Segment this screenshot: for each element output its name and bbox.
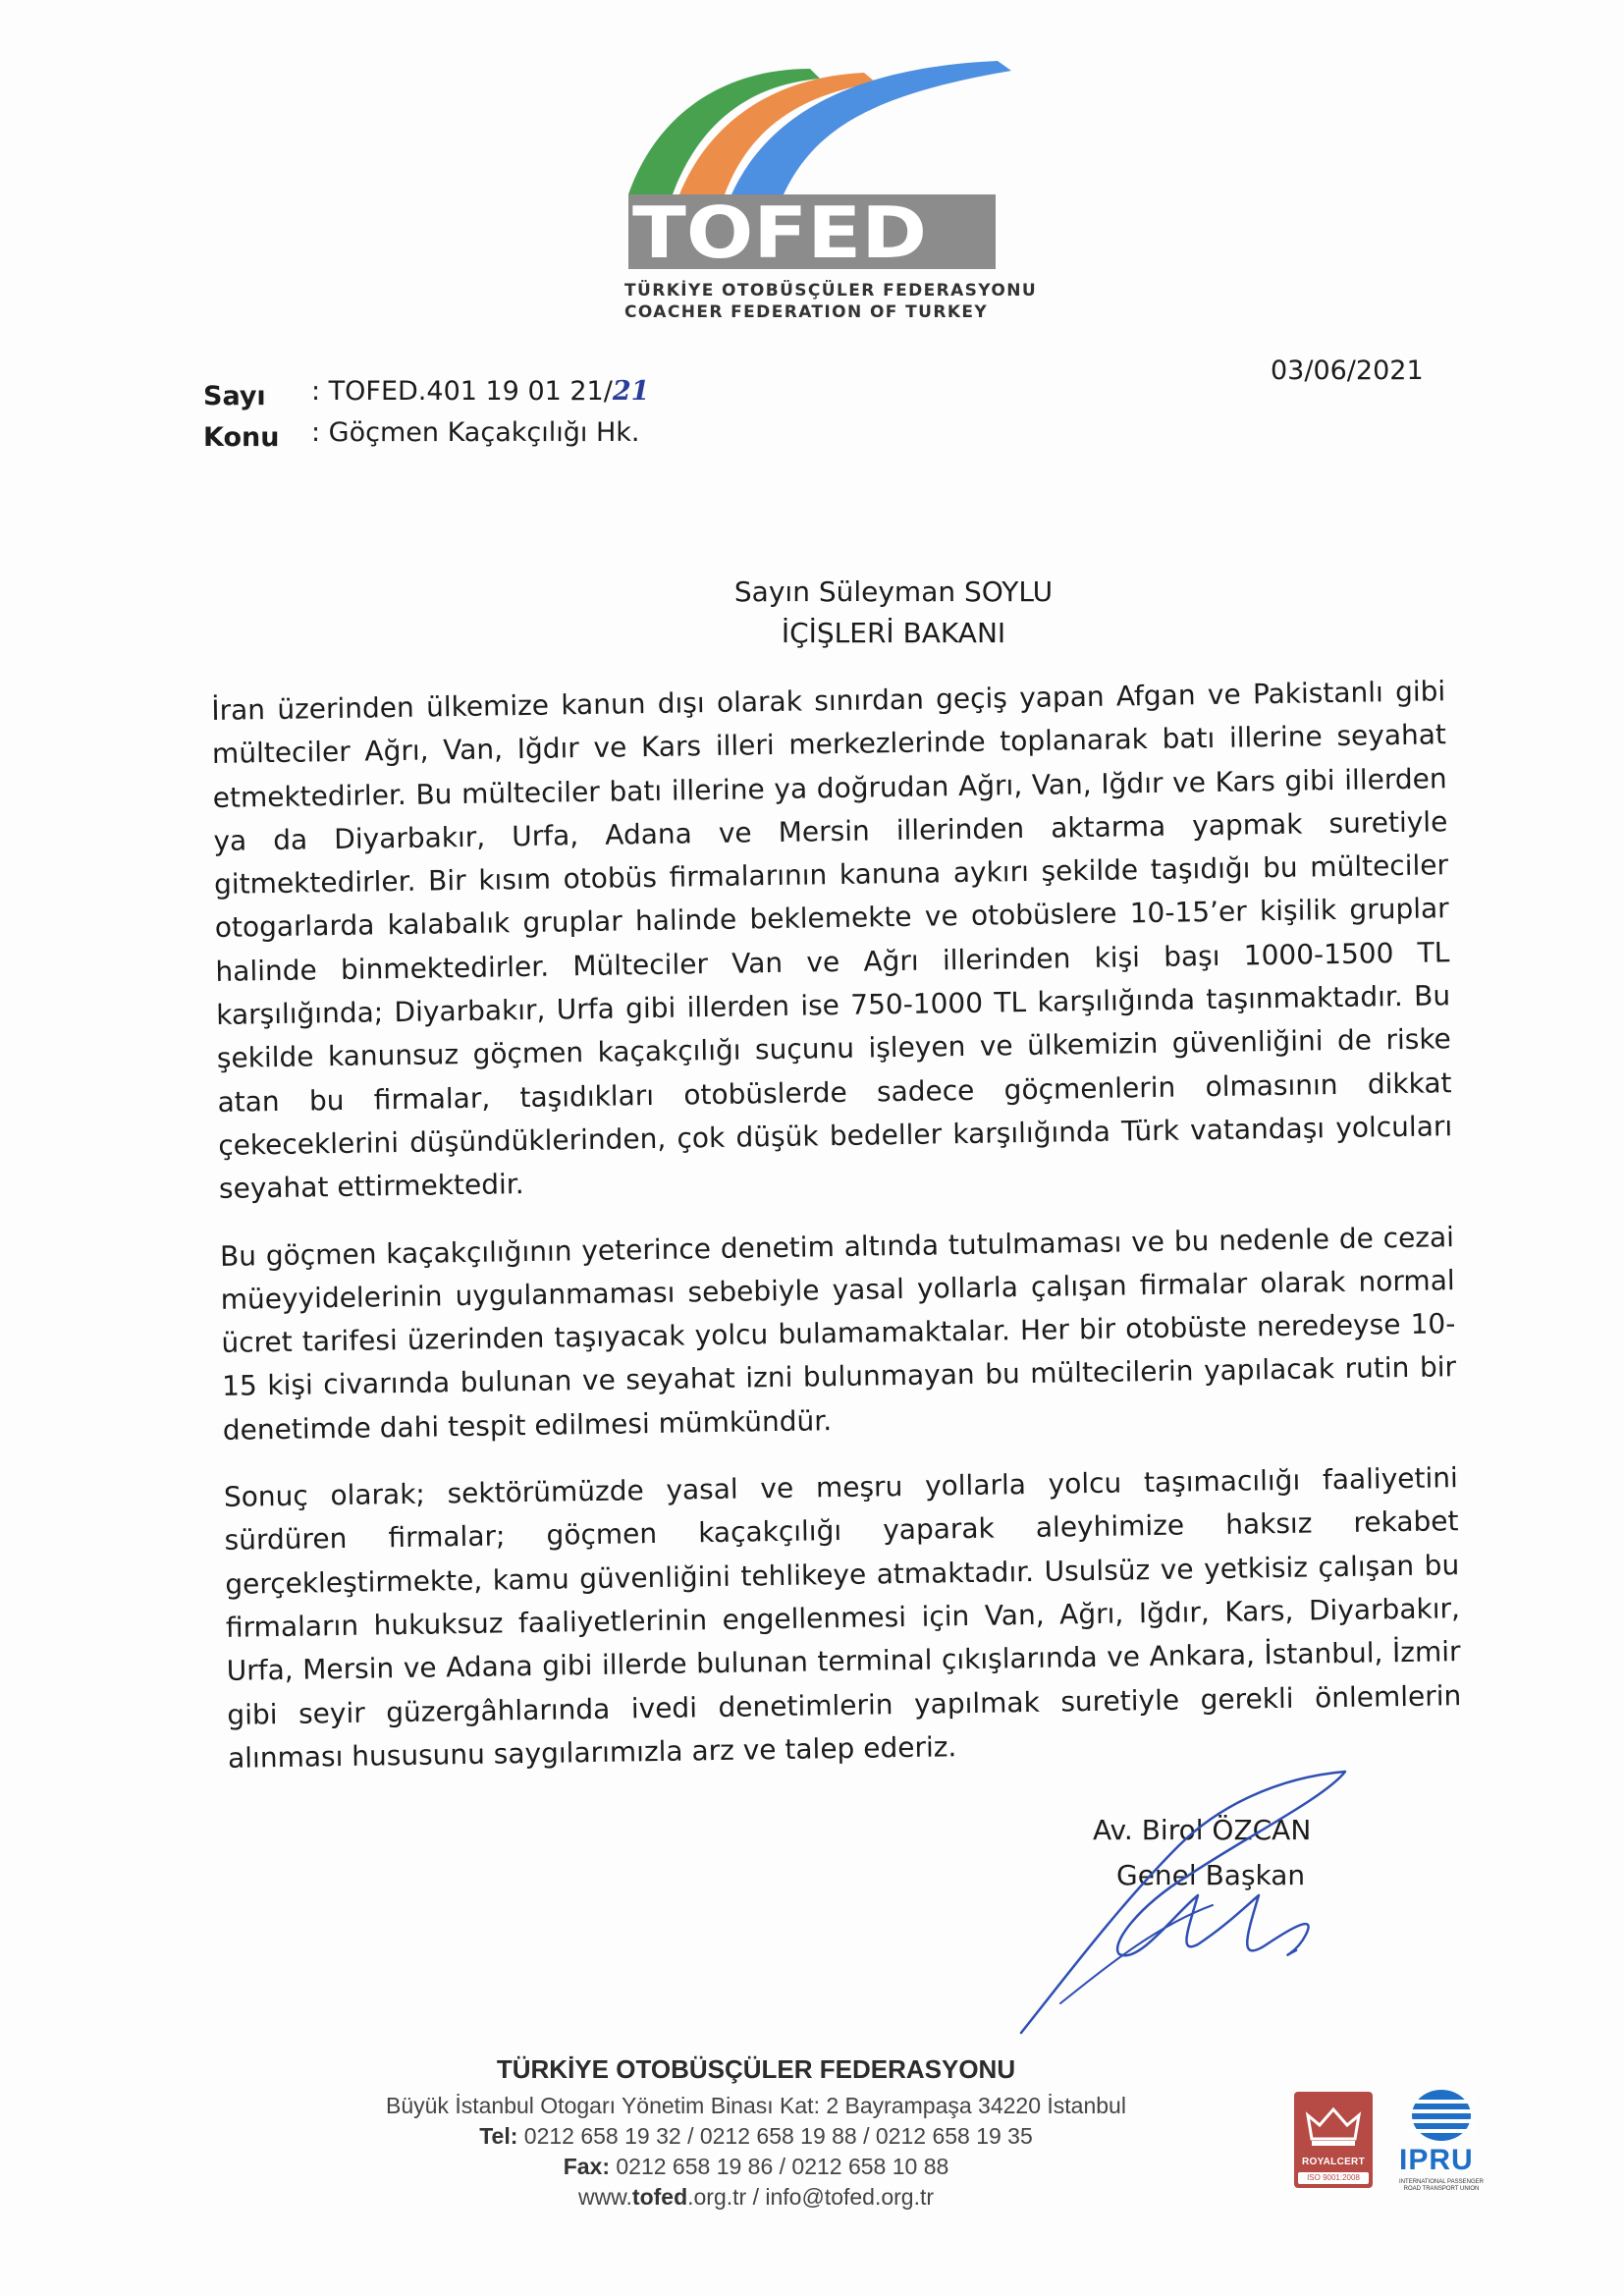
sayi-number: : TOFED.401 19 01 21/ — [311, 376, 613, 407]
signatory-title: Genel Başkan — [1116, 1859, 1306, 1891]
handwritten-signature — [1001, 1758, 1365, 2043]
ipru-subtitle: INTERNATIONAL PASSENGER ROAD TRANSPORT UNION — [1399, 2179, 1484, 2192]
footer-web — [275, 2184, 1237, 2211]
letterhead-name-en: COACHER FEDERATION OF TURKEY — [624, 302, 989, 322]
konu-value: : Göçmen Kaçakçılığı Hk. — [311, 417, 640, 448]
footer-fax-numbers: 0212 658 19 86 / 0212 658 10 88 — [616, 2154, 949, 2179]
body-paragraph-2: Bu göçmen kaçakçılığının yeterince denetim altında tutulmaması ve bu nedenle de cezai müeyyidelerinin uygulanmaması sebebiyle yasal yollarla çalışan firmalar olarak normal ücret tarifesi üzerinden taşıyacak yolcu bulamamaktalar. Her bir otobüste neredeyse 10-15 kişi civarında bulunan ve seyahat izni bulunmayan bu mültecilerin yapılacak rutin bir denetimde dahi tespit edilmesi mümkündür. — [219, 1220, 1457, 1447]
signatory-name: Av. Birol ÖZCAN — [1093, 1814, 1312, 1846]
addressee-name: Sayın Süleyman SOYLU — [733, 575, 1054, 608]
konu-label: Konu — [203, 422, 280, 453]
footer-org-name: TÜRKİYE OTOBÜSÇÜLER FEDERASYONU — [496, 2054, 1016, 2084]
footer-tel-numbers: 0212 658 19 32 / 0212 658 19 88 / 0212 658 19 35 — [523, 2123, 1033, 2149]
footer-fax — [275, 2154, 1237, 2180]
royalcert-badge — [1294, 2092, 1373, 2188]
footer-tel — [275, 2123, 1237, 2150]
letter-body — [211, 670, 1463, 1804]
footer-web-suffix: .org.tr / info@tofed.org.tr — [687, 2184, 935, 2210]
sayi-value — [311, 376, 649, 407]
addressee-title: İÇİŞLERİ BAKANI — [781, 617, 1006, 649]
royalcert-iso: ISO 9001:2008 — [1298, 2172, 1369, 2184]
crown-icon — [1294, 2096, 1373, 2155]
sayi-label: Sayı — [203, 381, 266, 411]
footer-web-prefix: www. — [577, 2184, 632, 2210]
globe-icon — [1402, 2086, 1481, 2145]
document-date: 03/06/2021 — [1271, 355, 1424, 386]
letterhead-name-tr: TÜRKİYE OTOBÜSÇÜLER FEDERASYONU — [624, 281, 1038, 301]
ipru-name: IPRU — [1399, 2144, 1474, 2176]
sayi-handwritten: 21 — [612, 376, 650, 407]
body-paragraph-1: İran üzerinden ülkemize kanun dışı olarak sınırdan geçiş yapan Afgan ve Pakistanlı gibi mülteciler Ağrı, Van, Iğdır ve Kars illeri merkezlerinde toplanarak batı illerine seyahat etmektedirler. Bu mülteciler batı illerine ya doğrudan Ağrı, Van, Iğdır ve Kars gibi illerden ya da Diyarbakır, Urfa, Adana ve Mersin illerinden aktarma yapmak suretiyle gitmektedirler. Bir kısım otobüs firmalarının kanuna aykırı şekilde taşıdığı bu mülteciler otogarlarda kalabalık gruplar halinde beklemekte ve otobüslere 10-15’er kişilik gruplar halinde binmektedirler. Mülteciler Van ve Ağrı illerinden kişi başı 1000-1500 TL karşılığında; Diyarbakır, Urfa gibi illerden ise 750-1000 TL karşılığında taşınmaktadır. Bu şekilde kanunsuz göçmen kaçakçılığı suçunu işleyen ve ülkemizin güvenliğini de riske atan bu firmalar, taşıdıkları otobüslerde sadece göçmenlerin olmasının dikkat çekeceklerini düşündüklerinden, çok düşük bedeller karşılığında Türk vatandaşı yolcuları seyahat ettirmektedir. — [211, 675, 1453, 1206]
body-paragraph-3: Sonuç olarak; sektörümüzde yasal ve meşru yollarla yolcu taşımacılığı faaliyetini sürdüren firmalar; göçmen kaçakçılığı yaparak aleyhimize haksız rekabet gerçekleştirmekte, kamu güvenliğini tehlikeye atmaktadır. Usulsüz ve yetkisiz çalışan bu firmaların hukuksuz faaliyetlerinin engellenmesi için Van, Ağrı, Iğdır, Kars, Diyarbakır, Urfa, Mersin ve Adana gibi illerde bulunan terminal çıkışlarında ve Ankara, İstanbul, İzmir gibi seyir güzergâhlarında ivedi denetimlerin yapılmak suretiyle gerekli önlemlerin alınması hususunu saygılarımızla arz ve talep ederiz. — [223, 1461, 1462, 1775]
logo-text: TOFED — [632, 191, 927, 274]
footer-web-domain: tofed — [631, 2184, 688, 2210]
footer-fax-label: Fax: — [563, 2154, 610, 2179]
royalcert-name: ROYALCERT — [1301, 2157, 1365, 2167]
footer-address: Büyük İstanbul Otogarı Yönetim Binası Kat: 2 Bayrampaşa 34220 İstanbul — [386, 2093, 1126, 2118]
footer-tel-label: Tel: — [479, 2123, 518, 2149]
